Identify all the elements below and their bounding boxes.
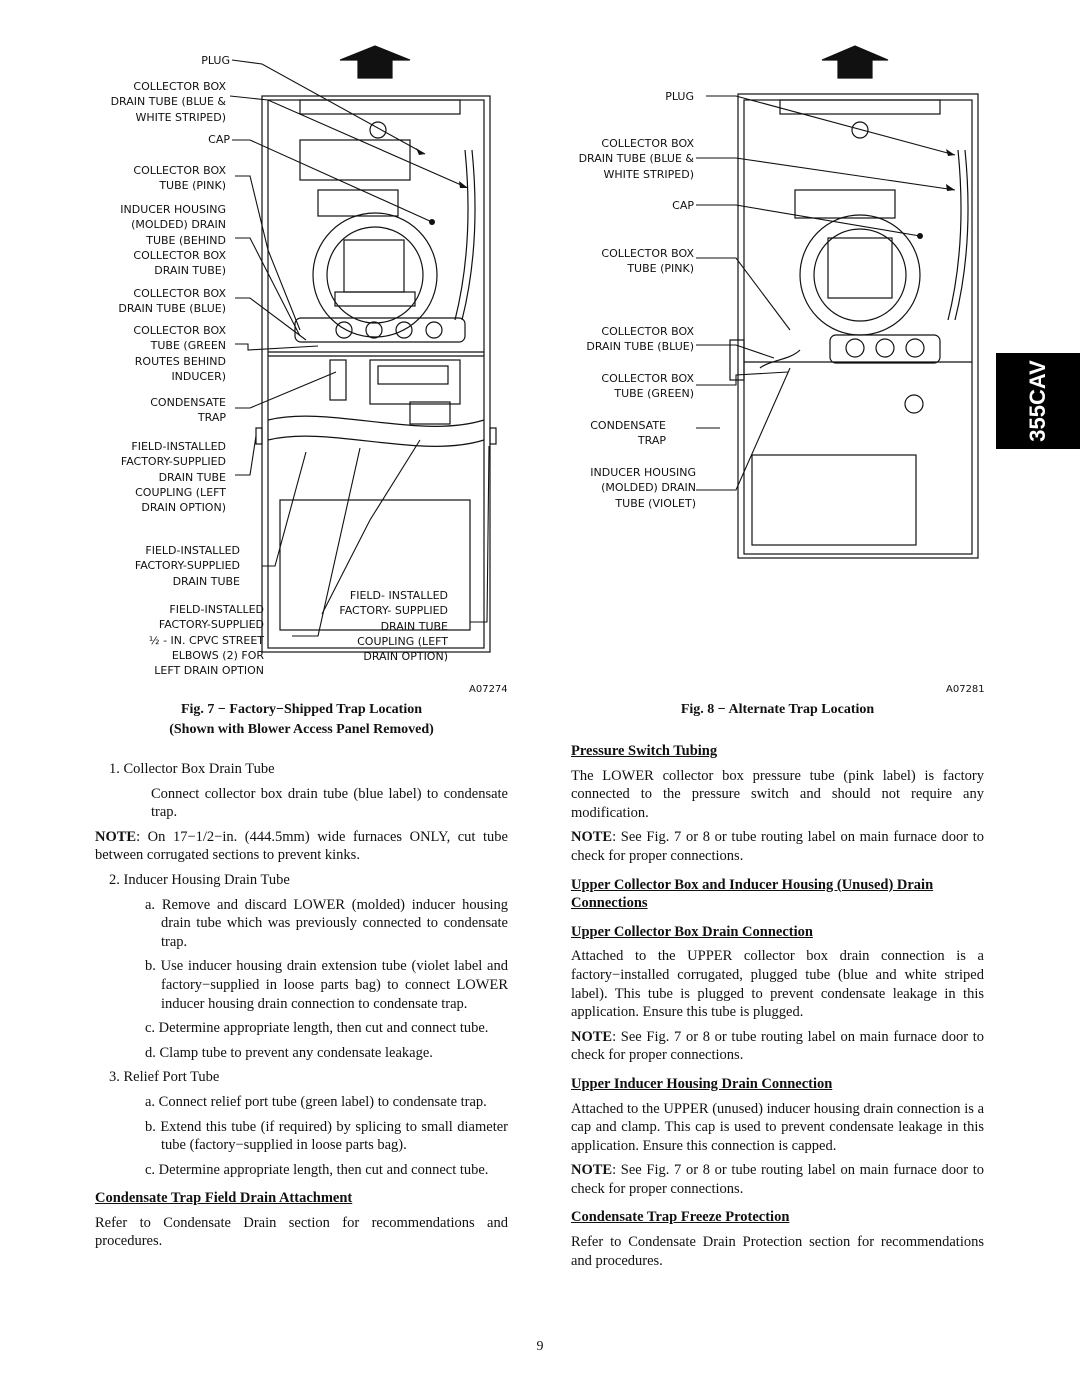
note-upper-inducer-label: NOTE [571,1162,613,1179]
item3-b: b. Extend this tube (if required) by splicing to small diameter tube (factory−supplied in loose parts bag). [145,1118,508,1154]
fig7-label-drain-tube: FIELD-INSTALLED FACTORY-SUPPLIED DRAIN TUBE [134,544,240,588]
side-tab-label: 355CAV [1025,360,1050,442]
fig7-caption-line1: Fig. 7 − Factory−Shipped Trap Location [180,702,422,717]
note-pressure-label: NOTE [571,829,613,846]
upper-collector-text: Attached to the UPPER collector box drain connection is a factory−installed corrugated, plugged tube (blue and white striped label). This tube is plugged to prevent condensate leakage in this application. Ensure this tube is plugged. [571,948,984,1021]
note-pressure-text: : See Fig. 7 or 8 or tube routing label on main furnace door to check for proper connections. [571,829,984,864]
fig8-label-inducer-housing-drain: INDUCER HOUSING (MOLDED) DRAIN TUBE (VIOLET) [590,466,696,510]
note-upper-collector-label: NOTE [571,1028,613,1045]
heading-upper-inducer: Upper Inducer Housing Drain Connection [571,1075,833,1092]
item2-d: d. Clamp tube to prevent any condensate leakage. [145,1044,433,1061]
item2-a: a. Remove and discard LOWER (molded) inducer housing drain tube which was previously connected to condensate trap. [145,896,508,950]
fig7-label-coupling-right: FIELD- INSTALLED FACTORY- SUPPLIED DRAIN TUBE COUPLING (LEFT DRAIN OPTION) [339,589,448,664]
side-tab [996,353,1080,449]
note-upper-collector [571,1028,984,1065]
fig7-label-cap: CAP [208,133,230,146]
fig8-label-collector-box-tube-green: COLLECTOR BOX TUBE (GREEN) [601,372,694,401]
upper-inducer-text: Attached to the UPPER (unused) inducer housing drain connection is a cap and clamp. This cap is used to prevent condensate leakage in this application. Ensure this connection is capped. [571,1100,984,1154]
fig8-label-plug: PLUG [665,90,694,103]
fig8-label-collector-box-drain-blue: COLLECTOR BOX DRAIN TUBE (BLUE) [586,325,694,354]
item2-b: b. Use inducer housing drain extension tube (violet label and factory−supplied in loose parts bag) to connect LOWER inducer housing drain connection to condensate trap. [145,958,508,1012]
fig7-label-elbows: FIELD-INSTALLED FACTORY-SUPPLIED ½ - IN. CPVC STREET ELBOWS (2) FOR LEFT DRAIN OPTION [148,603,264,678]
note-pressure [571,828,984,865]
heading-upper-collector: Upper Collector Box Drain Connection [571,923,813,940]
fig8-label-collector-box-drain-blue-white: COLLECTOR BOX DRAIN TUBE (BLUE & WHITE STRIPED) [578,137,694,181]
field-drain-text: Refer to Condensate Drain section for recommendations and procedures. [95,1214,508,1250]
fig7-label-coupling-left: FIELD-INSTALLED FACTORY-SUPPLIED DRAIN TUBE COUPLING (LEFT DRAIN OPTION) [120,440,226,515]
note1-label: NOTE [95,828,137,845]
item1-title: 1. Collector Box Drain Tube [109,761,275,777]
item2-c: c. Determine appropriate length, then cut and connect tube. [145,1020,489,1037]
note1-text: : On 17−1/2−in. (444.5mm) wide furnaces ONLY, cut tube between corrugated sections to prevent kinks. [95,828,508,864]
fig7-label-collector-box-drain-blue: COLLECTOR BOX DRAIN TUBE (BLUE) [118,287,226,316]
heading-unused-drain: Upper Collector Box and Inducer Housing (Unused) Drain Connections [571,876,934,912]
item3-a: a. Connect relief port tube (green label) to condensate trap. [145,1093,487,1110]
item1-body: Connect collector box drain tube (blue label) to condensate trap. [151,785,508,821]
fig7-label-collector-box-drain-blue-white: COLLECTOR BOX DRAIN TUBE (BLUE & WHITE STRIPED) [110,80,226,124]
heading-pressure-switch: Pressure Switch Tubing [571,743,718,759]
heading-field-drain: Condensate Trap Field Drain Attachment [95,1190,353,1207]
fig7-code: A07274 [469,684,508,695]
fig7-label-collector-box-tube-green: COLLECTOR BOX TUBE (GREEN ROUTES BEHIND INDUCER) [133,324,226,383]
freeze-text: Refer to Condensate Drain Protection section for recommendations and procedures. [571,1234,984,1269]
item3-c: c. Determine appropriate length, then cut and connect tube. [145,1161,489,1178]
item3-title: 3. Relief Port Tube [109,1069,220,1086]
heading-freeze: Condensate Trap Freeze Protection [571,1209,790,1226]
fig7-label-condensate-trap: CONDENSATE TRAP [150,396,226,425]
fig8-label-collector-box-tube-pink: COLLECTOR BOX TUBE (PINK) [601,247,694,276]
fig7-label-plug: PLUG [201,54,230,67]
note-upper-inducer [571,1161,984,1198]
fig8-label-cap: CAP [672,199,694,212]
note-upper-collector-text: : See Fig. 7 or 8 or tube routing label on main furnace door to check for proper connections. [571,1028,984,1064]
fig7-label-inducer-housing-drain: INDUCER HOUSING (MOLDED) DRAIN TUBE (BEHIND COLLECTOR BOX DRAIN TUBE) [120,203,226,278]
left-column [95,760,508,1257]
fig8-label-condensate-trap: CONDENSATE TRAP [590,419,666,448]
note1 [95,828,508,865]
pressure-text: The LOWER collector box pressure tube (pink label) is factory connected to the pressure switch and should not require any modification. [571,767,984,821]
right-column [571,732,984,1276]
item2-title: 2. Inducer Housing Drain Tube [109,871,290,888]
fig7-label-collector-box-tube-pink: COLLECTOR BOX TUBE (PINK) [133,164,226,193]
fig8-caption: Fig. 8 − Alternate Trap Location [680,702,875,717]
note-upper-inducer-text: : See Fig. 7 or 8 or tube routing label on main furnace door to check for proper connections. [571,1162,984,1197]
fig7-caption-line2: (Shown with Blower Access Panel Removed) [169,722,434,737]
fig8-code: A07281 [946,684,985,695]
page-number: 9 [536,1339,544,1354]
